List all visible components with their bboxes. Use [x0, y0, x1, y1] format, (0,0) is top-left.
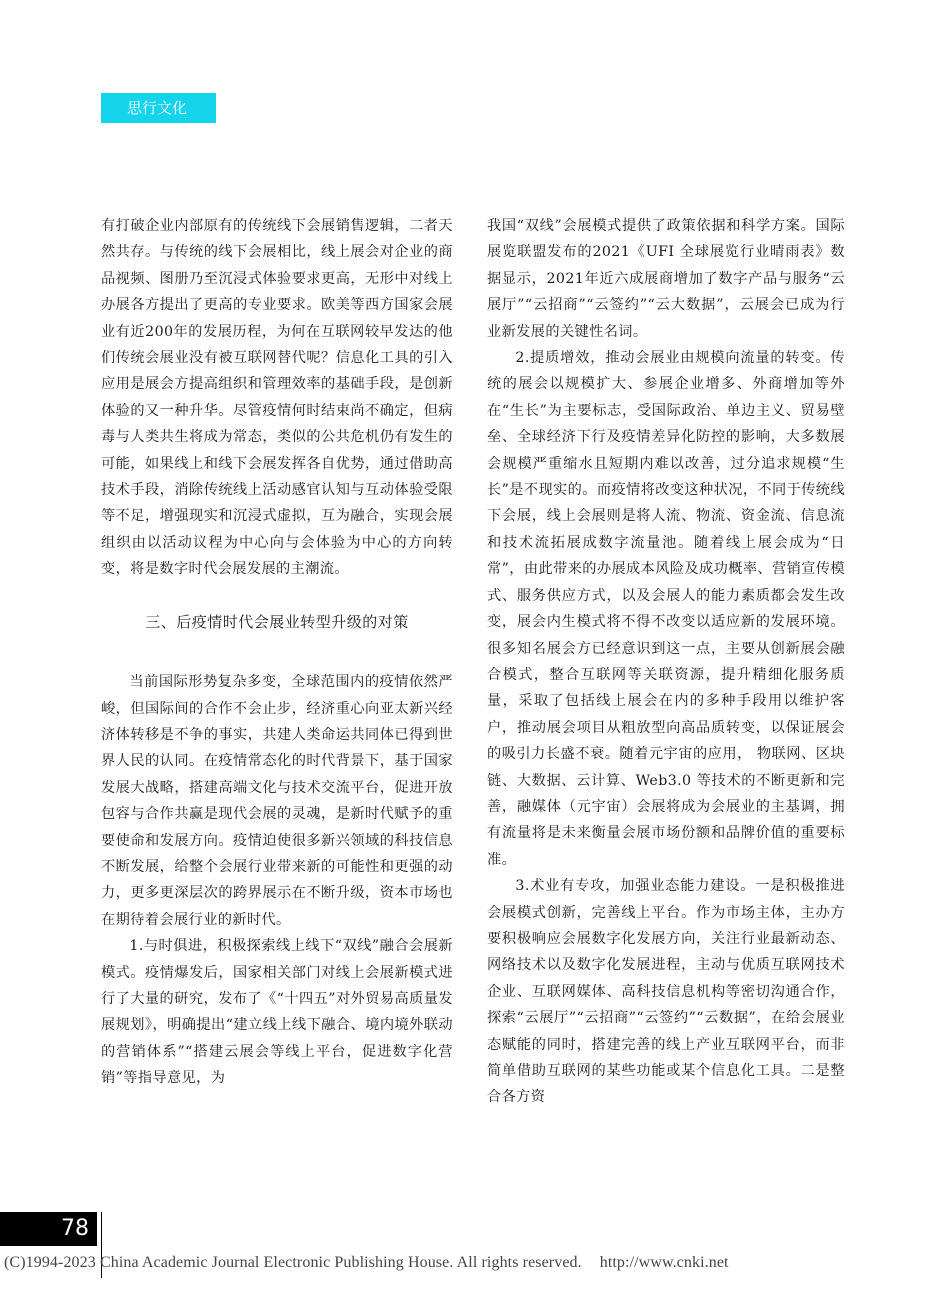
body-paragraph: 我国“双线”会展模式提供了政策依据和科学方案。国际展览联盟发布的2021《UFI 全球展览行业晴雨表》数据显示，2021年近六成展商增加了数字产品与服务“云展厅”“云招商”“云签约”“云大数据”，云展会已成为行业新发展的关键性名词。 — [487, 218, 845, 340]
body-paragraph: 2.提质增效，推动会展业由规模向流量的转变。传统的展会以规模扩大、参展企业增多、外商增加等外在“生长”为主要标志，受国际政治、单边主义、贸易壁垒、全球经济下行及疫情差异化防控的影响，大多数展会规模严重缩水且短期内难以改善，过分追求规模“生长”是不现实的。而疫情将改变这种状况，不同于传统线下会展，线上会展则是将人流、物流、资金流、信息流和技术流拓展成数字流量池。随着线上展会成为“日常”，由此带来的办展成本风险及成功概率、营销宣传模式、服务供应方式，以及会展人的能力素质都会发生改变，展会内生模式将不得不改变以适应新的发展环境。很多知名展会方已经意识到这一点，主要从创新展会融合模式，整合互联网等关联资源，提升精细化服务质量，采取了包括线上展会在内的多种手段用以维护客户，推动展会项目从粗放型向高品质转变，以保证展会的吸引力长盛不衰。随着元宇宙的应用， 物联网、区块链、大数据、云计算、Web3.0 等技术的不断更新和完善，融媒体（元宇宙）会展将成为会展业的主基调，拥有流量将是未来衡量会展市场份额和品牌价值的重要标准。 — [487, 350, 845, 868]
copyright-line — [4, 1254, 729, 1272]
section-heading: 三、后疫情时代会展业转型升级的对策 — [145, 612, 409, 631]
body-paragraph: 3.术业有专攻，加强业态能力建设。一是积极推进会展模式创新，完善线上平台。作为市场主体，主办方要积极响应会展数字化发展方向，关注行业最新动态、网络技术以及数字化发展进程，主动与优质互联网技术企业、互联网媒体、高科技信息机构等密切沟通合作，探索“云展厅”“云招商”“云签约”“云数据”，在给会展业态赋能的同时，搭建完善的线上产业互联网平台，而非简单借助互联网的某些功能或某个信息化工具。二是整合各方资 — [487, 878, 845, 1106]
left-column — [101, 213, 453, 1092]
copyright-text: (C)1994-2023 China Academic Journal Electronic Publishing House. All rights reserved. — [4, 1254, 582, 1271]
section-badge: 思行文化 — [101, 93, 216, 123]
footer-url[interactable]: http://www.cnki.net — [599, 1254, 729, 1271]
right-column — [487, 213, 845, 1111]
body-paragraph: 当前国际形势复杂多变，全球范围内的疫情依然严峻，但国际间的合作不会止步，经济重心向亚太新兴经济体转移是不争的事实，共建人类命运共同体已得到世界人民的认同。在疫情常态化的时代背景下，基于国家发展大战略，搭建高端文化与技术交流平台，促进开放包容与合作共赢是现代会展的灵魂，是新时代赋予的重要使命和发展方向。疫情迫使很多新兴领域的科技信息不断发展，给整个会展行业带来新的可能性和更强的动力，更多更深层次的跨界展示在不断升级，资本市场也在期待着会展行业的新时代。 — [101, 674, 453, 928]
body-paragraph: 1.与时俱进，积极探索线上线下“双线”融合会展新模式。疫情爆发后，国家相关部门对线上会展新模式进行了大量的研究，发布了《“十四五”对外贸易高质量发展规划》，明确提出“建立线上线下融合、境内境外联动的营销体系”“搭建云展会等线上平台，促进数字化营销”等指导意见，为 — [101, 938, 453, 1087]
page-number: 78 — [0, 1212, 97, 1246]
body-paragraph: 有打破企业内部原有的传统线下会展销售逻辑，二者天然共存。与传统的线下会展相比，线上展会对企业的商品视频、图册乃至沉浸式体验要求更高，无形中对线上办展各方提出了更高的专业要求。欧美等西方国家会展业有近200年的发展历程，为何在互联网较早发达的他们传统会展业没有被互联网替代呢？信息化工具的引入应用是展会方提高组织和管理效率的基础手段，是创新体验的又一种升华。尽管疫情何时结束尚不确定，但病毒与人类共生将成为常态，类似的公共危机仍有发生的可能，如果线上和线下会展发挥各自优势，通过借助高技术手段，消除传统线上活动感官认知与互动体验受限等不足，增强现实和沉浸式虚拟，互为融合，实现会展组织由以活动议程为中心向与会体验为中心的方向转变，将是数字时代会展发展的主潮流。 — [101, 218, 453, 578]
